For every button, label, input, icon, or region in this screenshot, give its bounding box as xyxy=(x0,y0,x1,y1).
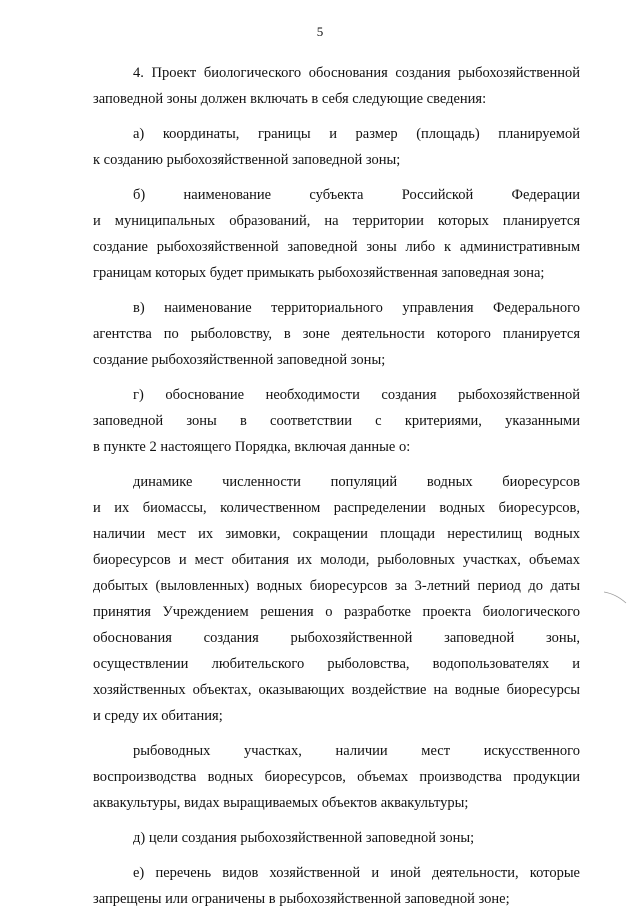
paragraph xyxy=(93,469,580,729)
text-line: заповедной зоны должен включать в себя следующие сведения: xyxy=(93,91,487,107)
page-number: 5 xyxy=(316,24,324,39)
text-line: агентства по рыболовству, в зоне деятельности которого планируется xyxy=(93,326,580,342)
paragraph xyxy=(93,860,580,912)
document-body xyxy=(93,60,580,921)
paragraph xyxy=(93,738,580,816)
scan-edge-mark xyxy=(604,590,628,604)
text-line: заповедной зоны в соответствии с критериями, указанными xyxy=(93,413,580,429)
text-line: создание рыбохозяйственной заповедной зоны либо к административным xyxy=(93,239,580,255)
text-line: и муниципальных образований, на территории которых планируется xyxy=(93,213,580,229)
text-line: аквакультуры, видах выращиваемых объектов аквакультуры; xyxy=(93,795,469,811)
text-line: запрещены или ограничены в рыбохозяйственной заповедной зоне; xyxy=(93,891,510,907)
text-line: б) наименование субъекта Российской Федерации xyxy=(133,187,580,203)
text-line: осуществлении любительского рыболовства, водопользователях и xyxy=(93,656,580,672)
paragraph xyxy=(93,382,580,460)
paragraph xyxy=(93,825,580,851)
text-line: создание рыбохозяйственной заповедной зоны; xyxy=(93,352,386,368)
text-line: добытых (выловленных) водных биоресурсов за 3-летний период до даты xyxy=(93,578,580,594)
paragraph xyxy=(93,182,580,286)
text-line: к созданию рыбохозяйственной заповедной зоны; xyxy=(93,152,401,168)
paragraph xyxy=(93,121,580,173)
text-line: а) координаты, границы и размер (площадь) планируемой xyxy=(133,126,580,142)
text-line: обоснования создания рыбохозяйственной заповедной зоны, xyxy=(93,630,580,646)
text-line: и их биомассы, количественном распределении водных биоресурсов, xyxy=(93,500,580,516)
text-line: динамике численности популяций водных биоресурсов xyxy=(133,474,580,490)
text-line: биоресурсов и мест обитания их молоди, рыболовных участках, объемах xyxy=(93,552,580,568)
paragraph xyxy=(93,60,580,112)
text-line: наличии мест их зимовки, сокращении площади нерестилищ водных xyxy=(93,526,580,542)
text-line: рыбоводных участках, наличии мест искусственного xyxy=(133,743,580,759)
text-line: в) наименование территориального управления Федерального xyxy=(133,300,580,316)
text-line: д) цели создания рыбохозяйственной заповедной зоны; xyxy=(133,830,475,846)
text-line: хозяйственных объектах, оказывающих воздействие на водные биоресурсы xyxy=(93,682,580,698)
text-line: в пункте 2 настоящего Порядка, включая данные о: xyxy=(93,439,411,455)
text-line: границам которых будет примыкать рыбохозяйственная заповедная зона; xyxy=(93,265,545,281)
text-line: е) перечень видов хозяйственной и иной деятельности, которые xyxy=(133,865,580,881)
text-line: 4. Проект биологического обоснования создания рыбохозяйственной xyxy=(133,65,580,81)
paragraph xyxy=(93,295,580,373)
text-line: воспроизводства водных биоресурсов, объемах производства продукции xyxy=(93,769,580,785)
text-line: г) обоснование необходимости создания рыбохозяйственной xyxy=(133,387,580,403)
text-line: принятия Учреждением решения о разработке проекта биологического xyxy=(93,604,580,620)
text-line: и среду их обитания; xyxy=(93,708,223,724)
